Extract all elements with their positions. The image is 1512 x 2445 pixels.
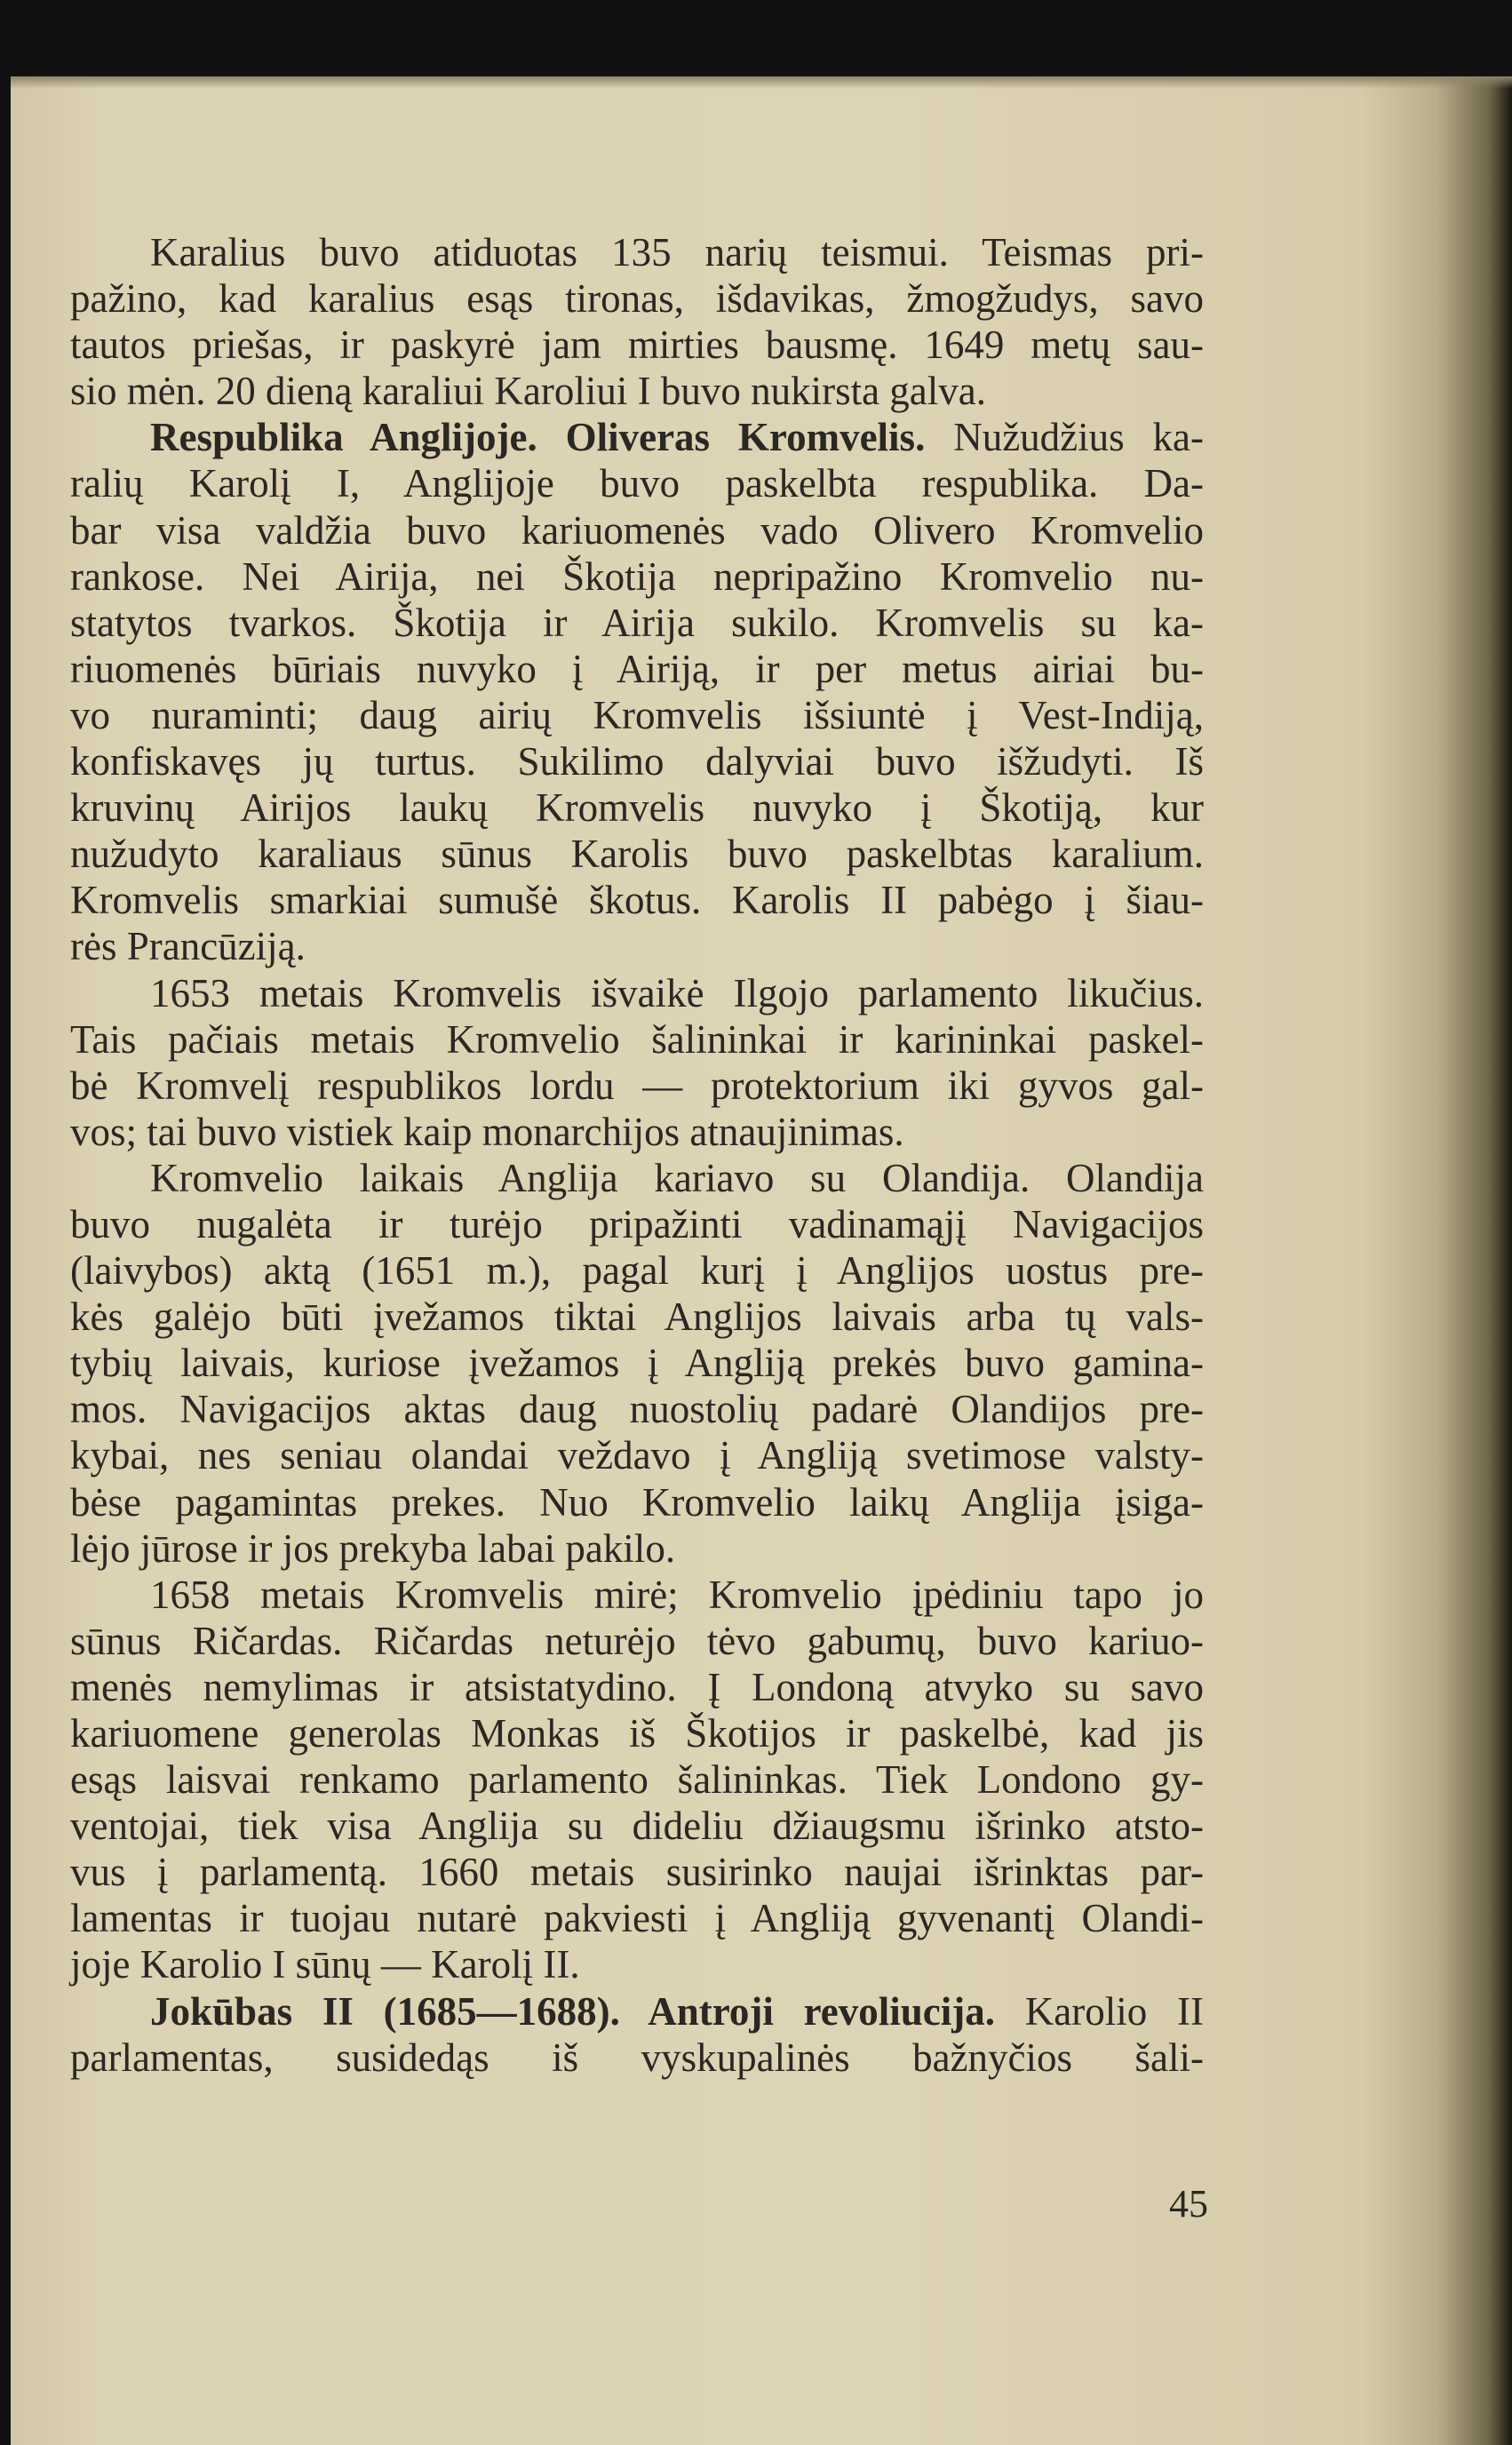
text-line [70,1756,1204,1803]
line-text: riuomenės būriais nuvyko į Airiją, ir per metus airiai bu- [70,646,1204,691]
line-text: mos. Navigacijos aktas daug nuostolių padarė Olandijos pre- [70,1387,1204,1432]
line-text: rankose. Nei Airija, nei Škotija nepripažino Kromvelio nu- [70,554,1204,599]
text-line [70,2035,1204,2081]
text-line [70,1572,1204,1618]
line-text: (laivybos) aktą (1651 m.), pagal kurį į Anglijos uostus pre- [70,1248,1204,1294]
line-text: pažino, kad karalius esąs tironas, išdavikas, žmogžudys, savo [70,276,1204,322]
text-line [70,1201,1204,1247]
text-line [70,229,1204,275]
line-text: lamentas ir tuojau nutarė pakviesti į Angliją gyvenantį Olandi- [70,1896,1204,1941]
line-text: Kromvelio laikais Anglija kariavo su Olandija. Olandija [150,1155,1204,1200]
line-text: konfiskavęs jų turtus. Sukilimo dalyviai buvo išžudyti. Iš [70,739,1204,784]
text-line [70,460,1204,506]
text-line [70,831,1204,877]
line-text: sūnus Ričardas. Ričardas neturėjo tėvo gabumų, buvo kariuo- [70,1618,1204,1663]
text-line [70,784,1204,831]
text-line [70,646,1204,692]
line-text: kruvinų Airijos laukų Kromvelis nuvyko į Škotiją, kur [70,785,1204,831]
line-text: buvo nugalėta ir turėjo pripažinti vadinamąjį Navigacijos [70,1201,1204,1246]
text-line [70,970,1204,1016]
line-text: bar visa valdžia buvo kariuomenės vado Olivero Kromvelio [70,507,1204,553]
line-text: bėse pagamintas prekes. Nuo Kromvelio laikų Anglija įsiga- [70,1479,1204,1525]
section-heading: Respublika Anglijoje. Oliveras Kromvelis. [150,415,926,460]
text-line [70,507,1204,554]
text-line [70,1294,1204,1340]
text-line [70,923,1204,969]
section-heading-line [70,1988,1204,2035]
text-line [70,1155,1204,1201]
line-text: bė Kromvelį respublikos lordu — protektorium iki gyvos gal- [70,1063,1204,1108]
line-text: 1653 metais Kromvelis išvaikė Ilgojo parlamento likučius. [150,970,1204,1015]
text-line [70,1664,1204,1710]
line-text: tybių laivais, kuriose įvežamos į Angliją prekės buvo gamina- [70,1341,1204,1386]
page-body-text [70,229,1204,2081]
text-line [70,692,1204,738]
line-text: 1658 metais Kromvelis mirė; Kromvelio įpėdiniu tapo jo [150,1572,1204,1617]
line-text: nužudyto karaliaus sūnus Karolis buvo paskelbtas karalium. [70,832,1204,877]
text-line [70,1386,1204,1432]
line-text: Nužudžius ka- [925,415,1204,460]
text-line [70,1941,1204,1987]
text-line [70,275,1204,322]
line-text: sio mėn. 20 dieną karaliui Karoliui I buvo nukirsta galva. [70,369,987,414]
line-text: kybai, nes seniau olandai veždavo į Angliją svetimose valsty- [70,1433,1204,1478]
section-heading-line [70,414,1204,460]
line-text: menės nemylimas ir atsistatydino. Į Londoną atvyko su savo [70,1664,1204,1709]
line-text: Karolio II [995,1988,1205,2034]
line-text: Karalius buvo atiduotas 135 narių teismui. Teismas pri- [150,230,1204,275]
text-line [70,1016,1204,1063]
text-line [70,1479,1204,1525]
line-text: Kromvelis smarkiai sumušė škotus. Karolis II pabėgo į šiau- [70,878,1204,923]
text-line [70,368,1204,414]
page-top-shadow [11,76,1512,89]
text-line [70,738,1204,784]
line-text: kės galėjo būti įvežamos tiktai Anglijos laivais arba tų vals- [70,1294,1204,1340]
text-line [70,1849,1204,1895]
line-text: vus į parlamentą. 1660 metais susirinko naujai išrinktas par- [70,1850,1204,1895]
text-line [70,322,1204,368]
line-text: esąs laisvai renkamo parlamento šalininkas. Tiek Londono gy- [70,1757,1204,1803]
line-text: tautos priešas, ir paskyrė jam mirties bausmę. 1649 metų sau- [70,323,1204,368]
text-line [70,1109,1204,1155]
text-line [70,1895,1204,1941]
line-text: vos; tai buvo vistiek kaip monarchijos atnaujinimas. [70,1109,904,1154]
line-text: ventojai, tiek visa Anglija su dideliu džiaugsmu išrinko atsto- [70,1804,1204,1849]
text-line [70,877,1204,923]
text-line [70,1525,1204,1572]
line-text: rės Prancūziją. [70,924,306,969]
text-line [70,1710,1204,1756]
text-line [70,1618,1204,1664]
line-text: ralių Karolį I, Anglijoje buvo paskelbta respublika. Da- [70,461,1204,506]
text-line [70,1063,1204,1109]
line-text: Tais pačiais metais Kromvelio šalininkai ir karininkai paskel- [70,1016,1204,1062]
page-number: 45 [1169,2182,1208,2226]
text-line [70,554,1204,600]
line-text: vo nuraminti; daug airių Kromvelis išsiuntė į Vest-Indiją, [70,692,1204,737]
text-line [70,1340,1204,1386]
text-line [70,600,1204,646]
text-line [70,1432,1204,1478]
line-text: kariuomene generolas Monkas iš Škotijos ir paskelbė, kad jis [70,1711,1204,1756]
line-text: parlamentas, susidedąs iš vyskupalinės bažnyčios šali- [70,2035,1204,2080]
section-heading: Jokūbas II (1685—1688). Antroji revoliucija. [150,1988,996,2034]
line-text: joje Karolio I sūnų — Karolį II. [70,1942,580,1987]
text-line [70,1803,1204,1849]
line-text: statytos tvarkos. Škotija ir Airija sukilo. Kromvelis su ka- [70,600,1204,645]
line-text: lėjo jūrose ir jos prekyba labai pakilo. [70,1525,676,1571]
text-line [70,1247,1204,1294]
